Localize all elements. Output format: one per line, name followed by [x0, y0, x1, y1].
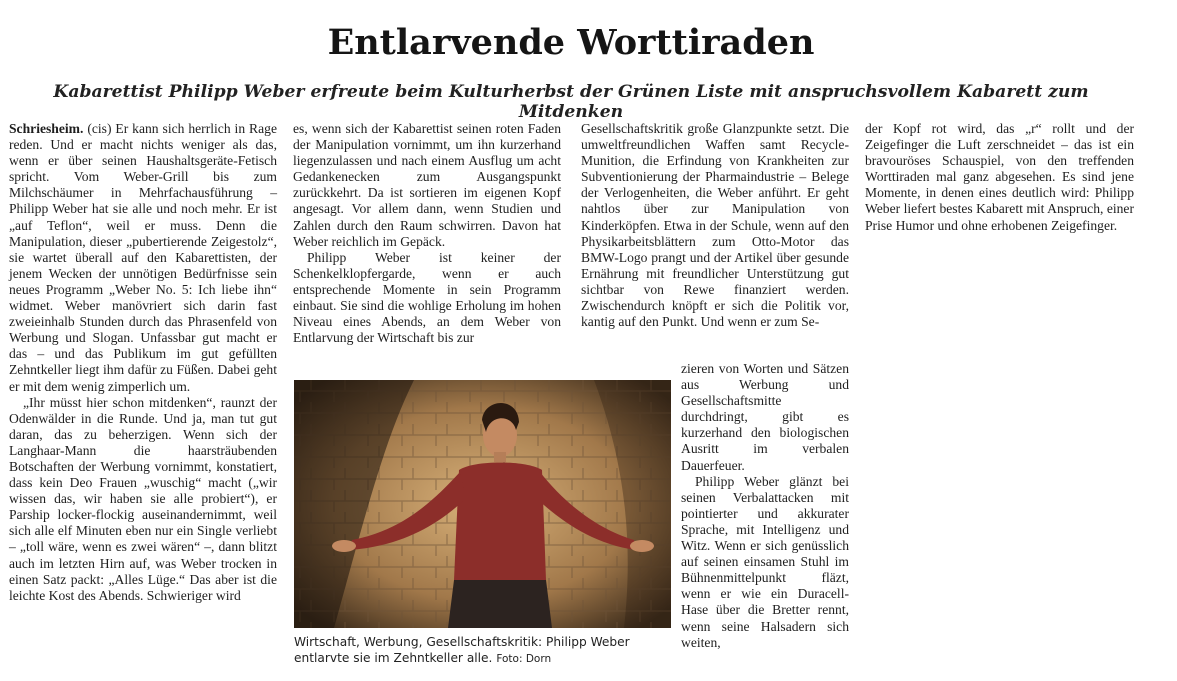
paragraph: zieren von Worten und Sätzen aus Werbung und Gesellschaftsmitte durchdringt, gibt es kurzerhand den biologischen Ausritt im verbalen Dauerfeuer. [681, 361, 849, 473]
photo-caption [294, 634, 679, 667]
paragraph: Philipp Weber ist keiner der Schenkelklopfergarde, wenn er auch entsprechende Momente in sein Programm einbaut. Sie sind die wohlige Erholung im hohen Niveau eines Abends, an dem Weber von Entlarvung der Wirtschaft bis zur [293, 249, 561, 346]
column-1 [9, 121, 277, 604]
subheadline: Kabarettist Philipp Weber erfreute beim Kulturherbst der Grünen Liste mit anspruchsvollem Kabarett zum Mitdenken [53, 82, 1089, 122]
performer-photo-illustration [294, 380, 671, 628]
paragraph: „Ihr müsst hier schon mitdenken“, raunzt der Odenwälder in die Runde. Und ja, man tut gut daran, das zu beherzigen. Wenn sich der Langhaar-Mann die haarsträubenden Botschaften der Werbung vornimmt, konstatiert, dass kein Deo Frauen „wuschig“ macht („wir wissen das, wir haben sie alle probiert“), er Parship locker-flockig auseinandernimmt, weil sich alle elf Minuten eben nur ein Single verliebt – „toll wäre, wenn es zwei wären“ –, dann blitzt auch im letzten Hirn auf, was Weber trocken in einen Satz packt: „Alles Lüge.“ Das aber ist die leichte Kost des Abends. Schwieriger wird [9, 394, 277, 603]
column-2 [293, 121, 561, 346]
paragraph: es, wenn sich der Kabarettist seinen roten Faden der Manipulation vornimmt, um ihn kurzerhand liegenzulassen und nach einem Ausflug um acht Gedankenecken zum Ausgangspunkt zurückkehrt. Da ist sortieren im eigenen Kopf angesagt. Vor allem dann, wenn Studien und Zahlen durch den Raum schwirren. Davon hat Weber reichlich im Gepäck. [293, 121, 561, 249]
paragraph [9, 121, 277, 395]
paragraph-text: (cis) Er kann sich herrlich in Rage reden. Und er macht nichts weniger als das, wenn er über seinen Haushaltsgeräte-Fetisch spricht. Vom Weber-Grill bis zum Milchschäumer in Mehrfachausführung – Philipp Weber hat sie alle und noch mehr. Er ist „auf Teflon“, weil er muss. Denn die Manipulation, dieser „pubertierende Zeigestolz“, sie wartet überall auf den Kabarettisten, der jenem Wecken der unnötigen Bedürfnisse sein neues Programm „Weber No. 5: Ich liebe ihn“ widmet. Weber manövriert sich darin fast zweieinhalb Stunden durch das Phrasenfeld von Werbung und Slogan. Unfassbar gut macht er das – und das Publikum im gut gefüllten Zehntkeller liegt ihm dafür zu Füßen. Dabei geht er mit dem wenig zimperlich um. [9, 121, 277, 394]
column-4 [865, 121, 1134, 234]
column-3 [581, 121, 849, 330]
dateline: Schriesheim. [9, 121, 84, 136]
headline: Entlarvende Worttiraden [327, 22, 815, 63]
photo-credit: Foto: Dorn [496, 653, 552, 665]
paragraph: Gesellschaftskritik große Glanzpunkte setzt. Die umweltfreundlichen Waffen samt Recycle-Munition, die Erfindung von Krankheiten zur Subventionierung der Pharmaindustrie – Belege der Verlogenheiten, die Weber anführt. Er geht nahtlos über zur Manipulation von Kinderköpfen. Etwa in der Schule, wenn auf den Physikarbeitsblättern zum Otto-Motor das BMW-Logo prangt und der Artikel über gesunde Ernährung mit freundlicher Unterstützung gut sichtbar von Rewe finanziert werden. Zwischendurch knöpft er sich die Politik vor, kantig auf den Punkt. Und wenn er zum Se- [581, 121, 849, 330]
caption-text: Wirtschaft, Werbung, Gesellschaftskritik: Philipp Weber entlarvte sie im Zehntkeller alle. [294, 635, 630, 665]
article-photo [294, 380, 671, 628]
paragraph: der Kopf rot wird, das „r“ rollt und der Zeigefinger die Luft zerschneidet – das ist ein bravouröses Schauspiel, von den treffenden Worttiraden mal ganz abgesehen. Es sind jene Momente, in denen eines deutlich wird: Philipp Weber liefert bestes Kabarett mit Anspruch, einer Prise Humor und ohne erhobenen Zeigefinger. [865, 121, 1134, 233]
paragraph: Philipp Weber glänzt bei seinen Verbalattacken mit pointierter und akkurater Sprache, mit Intelligenz und Witz. Wenn er sich genüsslich auf seinen einsamen Stuhl im Bühnenmittelpunkt fläzt, wenn er wie ein Duracell-Hase über die Bretter rennt, wenn seine Halsadern sich weiten, [681, 473, 849, 650]
column-3-continued [681, 361, 849, 651]
